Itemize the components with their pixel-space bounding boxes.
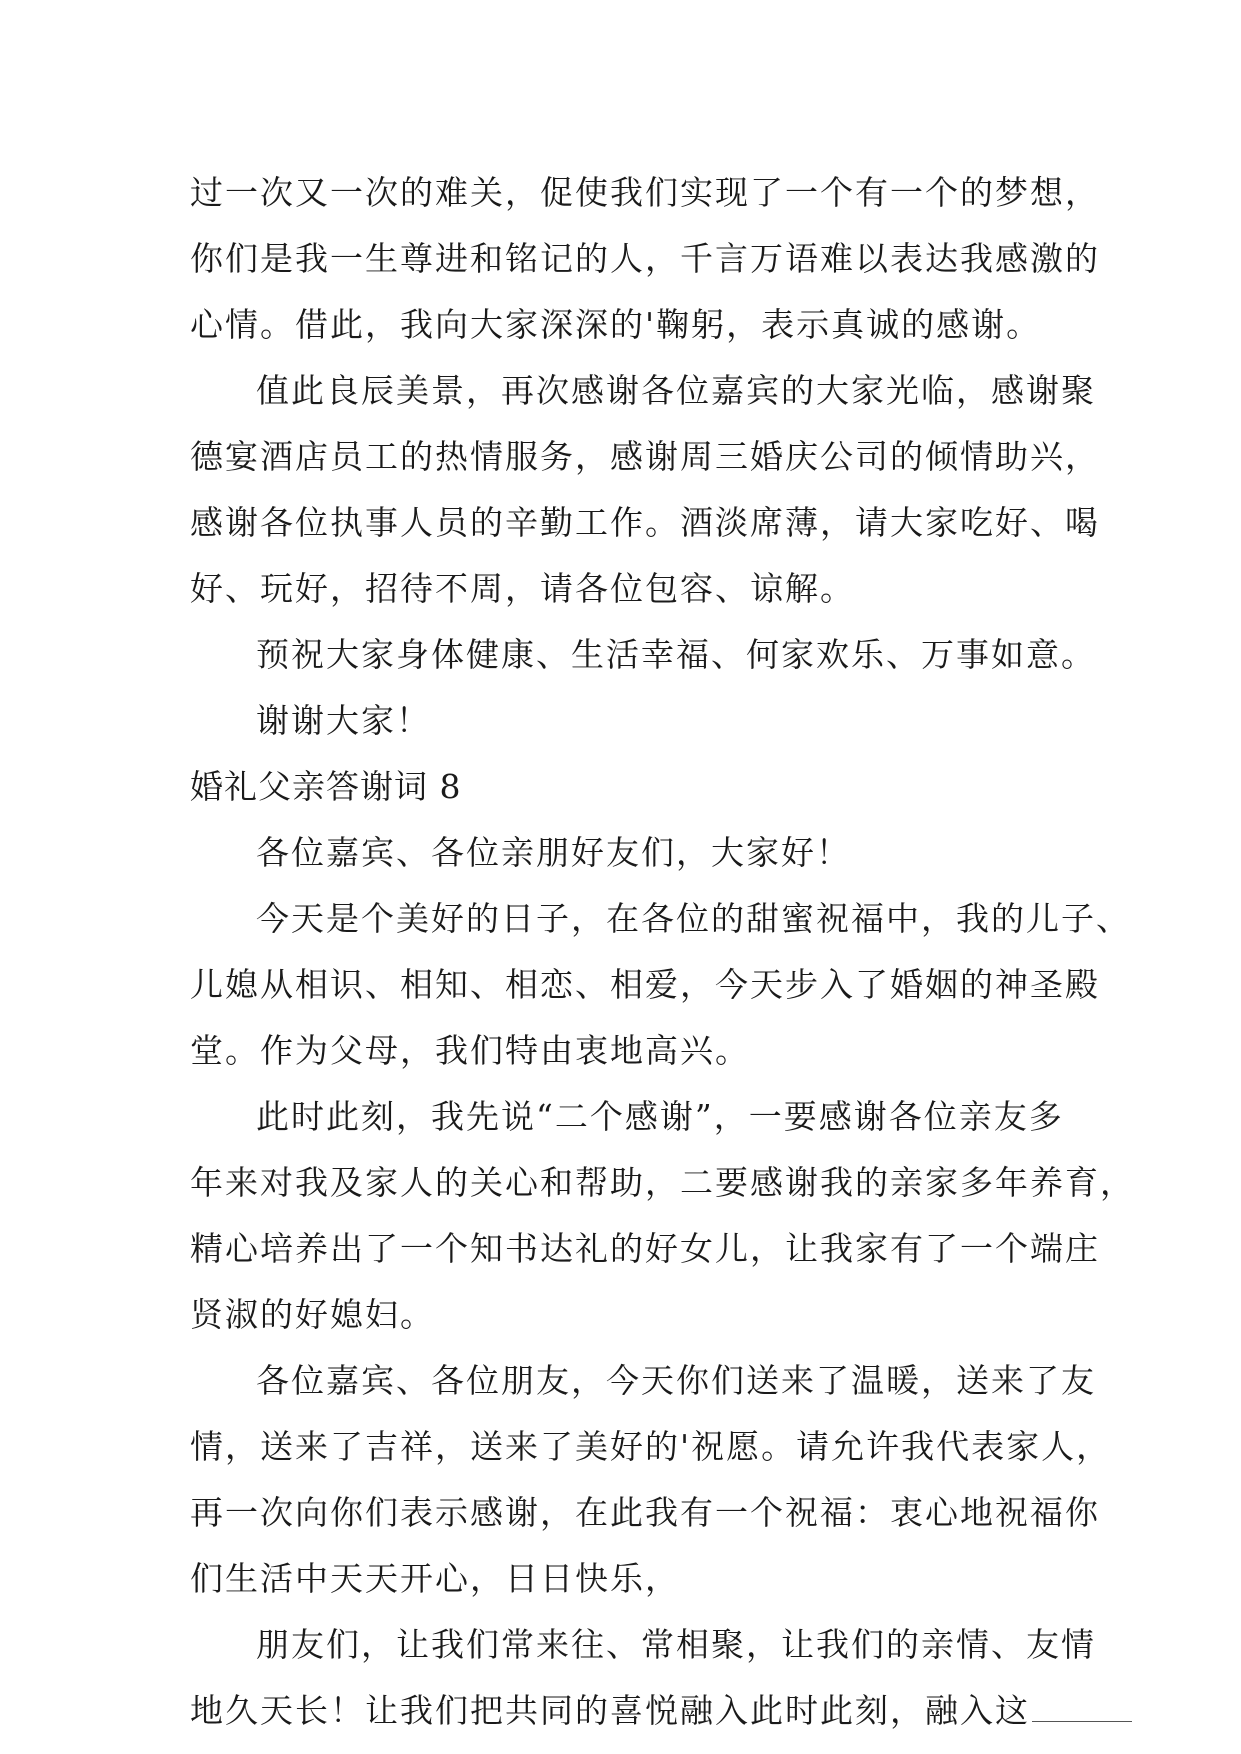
paragraph-thank-you: [190, 688, 1070, 754]
text-line: 你们是我一生尊进和铭记的人，千言万语难以表达我感激的: [190, 239, 1100, 278]
text-line: 过一次又一次的难关，促使我们实现了一个有一个的梦想，: [190, 173, 1100, 212]
document-body: [190, 160, 1135, 1744]
text-line: 值此良辰美景，再次感谢各位嘉宾的大家光临，感谢聚: [256, 371, 1096, 410]
text-line: 情，送来了吉祥，送来了美好的'祝愿。请允许我代表家人，: [190, 1427, 1112, 1466]
section-title-text: 婚礼父亲答谢词 8: [190, 767, 462, 806]
text-line: 精心培养出了一个知书达礼的好女儿，让我家有了一个端庄: [190, 1229, 1100, 1268]
text-line: 好、玩好，招待不周，请各位包容、谅解。: [190, 569, 855, 608]
text-line: 感谢各位执事人员的辛勤工作。酒淡席薄，请大家吃好、喝: [190, 503, 1100, 542]
paragraph-blessing: [190, 1348, 1112, 1612]
text-line: 各位嘉宾、各位亲朋好友们，大家好！: [256, 833, 851, 872]
text-line: 们生活中天天开心，日日快乐，: [190, 1559, 680, 1598]
text-line: 谢谢大家！: [256, 701, 431, 740]
text-line: 堂。作为父母，我们特由衷地高兴。: [190, 1031, 750, 1070]
text-line-with-blank: [190, 1678, 1070, 1744]
paragraph-wedding-day: [190, 886, 1131, 1084]
text-line: 再一次向你们表示感谢，在此我有一个祝福：衷心地祝福你: [190, 1493, 1100, 1532]
text-segment: 地久天长！让我们把共同的喜悦融入此时此刻，融入这: [190, 1691, 1030, 1730]
text-line: 今天是个美好的日子，在各位的甜蜜祝福中，我的儿子、: [256, 899, 1131, 938]
text-line: 儿媳从相识、相知、相恋、相爱，今天步入了婚姻的神圣殿: [190, 965, 1100, 1004]
text-line: 心情。借此，我向大家深深的'鞠躬，表示真诚的感谢。: [190, 305, 1042, 344]
continued-paragraph: [190, 160, 1100, 358]
paragraph-friends: [190, 1612, 1096, 1744]
paragraph-two-thanks: [190, 1084, 1135, 1348]
text-line: 朋友们，让我们常来往、常相聚，让我们的亲情、友情: [256, 1625, 1096, 1664]
text-line: 预祝大家身体健康、生活幸福、何家欢乐、万事如意。: [256, 635, 1096, 674]
fill-in-blank: [1032, 1720, 1132, 1722]
paragraph-thanks-venue: [190, 358, 1100, 622]
text-line: 德宴酒店员工的热情服务，感谢周三婚庆公司的倾情助兴，: [190, 437, 1100, 476]
greeting-paragraph: [190, 820, 1070, 886]
paragraph-wishes: [190, 622, 1096, 688]
text-line: 贤淑的好媳妇。: [190, 1295, 435, 1334]
text-line: 年来对我及家人的关心和帮助，二要感谢我的亲家多年养育，: [190, 1163, 1135, 1202]
text-line: 此时此刻，我先说“二个感谢”，一要感谢各位亲友多: [256, 1097, 1064, 1136]
section-title: [190, 754, 1070, 820]
text-line: 各位嘉宾、各位朋友，今天你们送来了温暖，送来了友: [256, 1361, 1096, 1400]
